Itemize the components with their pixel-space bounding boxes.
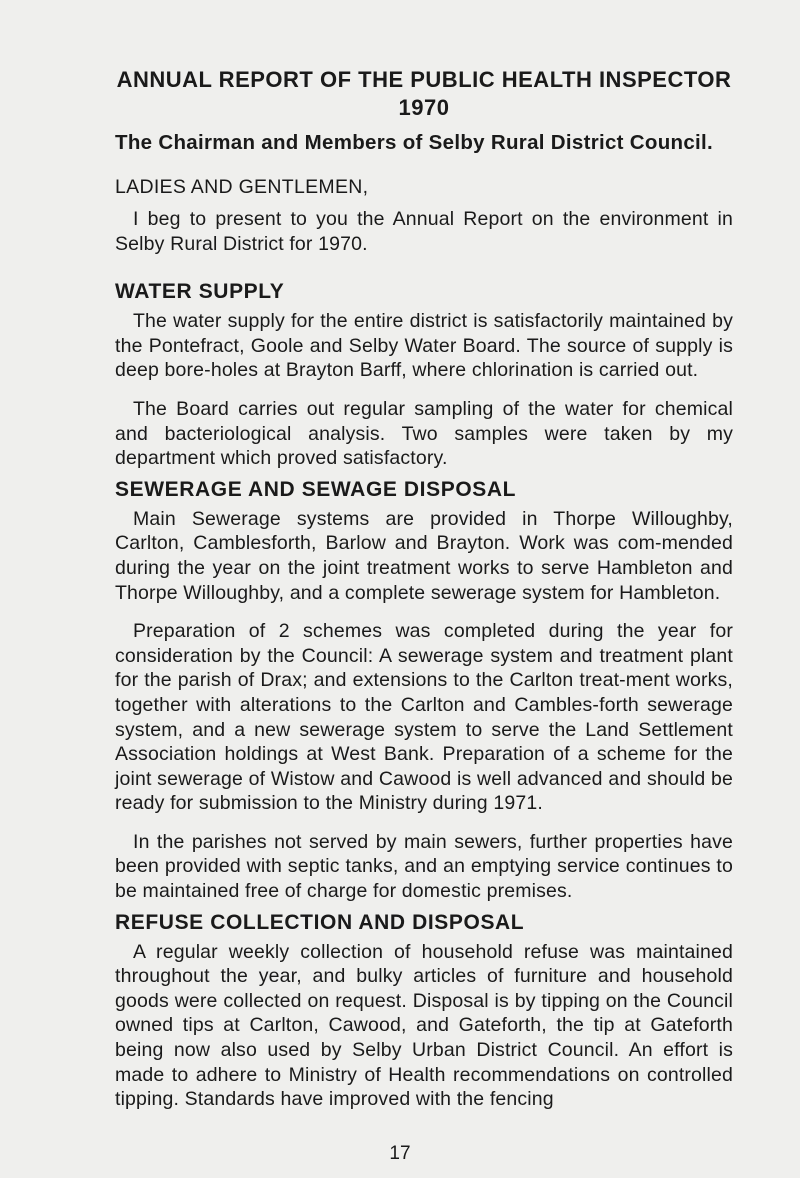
report-title: ANNUAL REPORT OF THE PUBLIC HEALTH INSPECTOR [116, 67, 732, 92]
water-supply-heading: WATER SUPPLY [115, 280, 285, 304]
sewerage-paragraph-1: Main Sewerage systems are provided in Thorpe Willoughby, Carlton, Camblesforth, Barlow and Brayton. Work was com-mended during the year on the joint treatment works to serve Hambleton and Thorpe Willoughby, and a complete sewerage system for Hambleton. [115, 507, 733, 604]
refuse-paragraph-1: A regular weekly collection of household refuse was maintained throughout the year, and bulky articles of furniture and household goods were collected on request. Disposal is by tipping on the Council owned tips at Carlton, Cawood, and Gateforth, the tip at Gateforth being now also used by Selby Urban District Council. An effort is made to adhere to Ministry of Health recommendations on controlled tipping. Standards have improved with the fencing [115, 940, 733, 1111]
sewerage-heading: SEWERAGE AND SEWAGE DISPOSAL [115, 477, 517, 501]
water-paragraph-2: The Board carries out regular sampling of the water for chemical and bacteriological analysis. Two samples were taken by my department which proved satisfactory. [115, 397, 733, 470]
addressee: The Chairman and Members of Selby Rural District Council. [115, 131, 714, 154]
salutation: LADIES AND GENTLEMEN, [115, 176, 369, 198]
page-number: 17 [389, 1143, 411, 1164]
refuse-heading: REFUSE COLLECTION AND DISPOSAL [115, 910, 525, 934]
sewerage-paragraph-3: In the parishes not served by main sewers, further properties have been provided with septic tanks, and an emptying service continues to be maintained free of charge for domestic premises. [115, 830, 733, 903]
water-paragraph-1: The water supply for the entire district is satisfactorily maintained by the Pontefract, Goole and Selby Water Board. The source of supply is deep bore-holes at Brayton Barff, where chlorination is carried out. [115, 310, 733, 382]
intro-paragraph: I beg to present to you the Annual Report on the environment in Selby Rural District for 1970. [115, 208, 733, 255]
sewerage-paragraph-2: Preparation of 2 schemes was completed during the year for consideration by the Council: A sewerage system and treatment plant for the parish of Drax; and extensions to the Carlton treat-ment works, together with alterations to the Carlton and Cambles-forth sewerage system, and a new sewerage system to serve the Land Settlement Association holdings at West Bank. Preparation of a scheme for the joint sewerage of Wistow and Cawood is well advanced and should be ready for submission to the Ministry during 1971. [115, 620, 733, 815]
document-page [115, 66, 733, 1112]
report-year: 1970 [398, 95, 450, 120]
